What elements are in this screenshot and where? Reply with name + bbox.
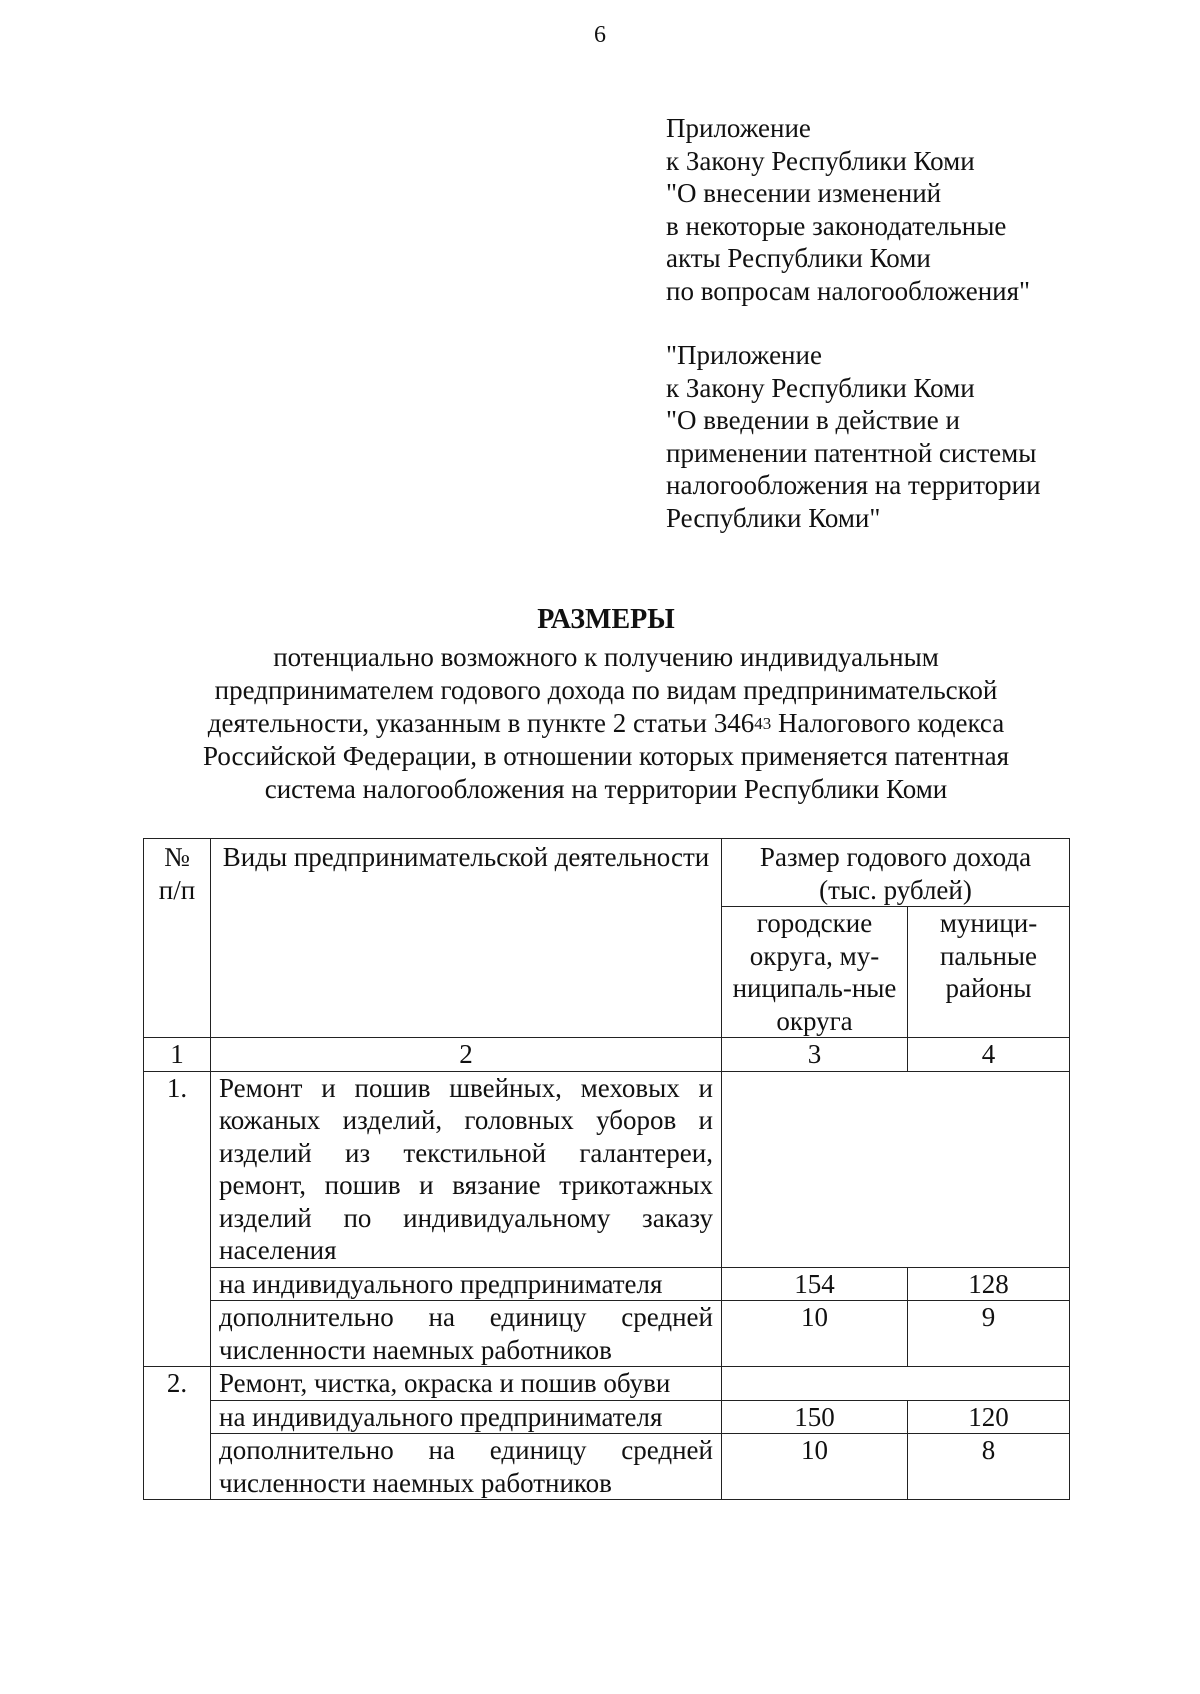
row-number: 2. — [144, 1367, 211, 1500]
table-row — [144, 1071, 1070, 1267]
value-urban: 10 — [722, 1434, 908, 1500]
table-row — [144, 1367, 1070, 1401]
article-superscript: 43 — [754, 714, 772, 733]
per-entrepreneur-label: на индивидуального предпринимателя — [211, 1400, 722, 1434]
subtitle-line: система налогообложения на территории Республики Коми — [264, 774, 948, 804]
header-activity: Виды предпринимательской деятельности — [211, 839, 722, 1038]
subtitle-line: потенциально возможного к получению индивидуальным — [273, 642, 939, 672]
header-municipal: муници-пальные районы — [908, 907, 1070, 1038]
value-municipal: 120 — [908, 1400, 1070, 1434]
appendix-line: к Закону Республики Коми — [666, 372, 975, 403]
appendix-block-1 — [666, 112, 1041, 307]
document-subtitle — [0, 641, 1200, 806]
subtitle-line: Российской Федерации, в отношении которых применяется патентная — [202, 741, 1010, 771]
column-number: 3 — [722, 1038, 908, 1072]
table-row — [144, 1434, 1070, 1500]
value-urban: 154 — [722, 1267, 908, 1301]
appendix-line: "Приложение — [666, 340, 822, 370]
table-header-row — [144, 839, 1070, 907]
appendix-line: к Закону Республики Коми — [666, 145, 975, 176]
header-num: № п/п — [144, 839, 211, 1038]
header-urban: городские округа, му-ниципаль-ные округа — [722, 907, 908, 1038]
appendix-line: "О внесении изменений — [666, 178, 942, 208]
appendix-line: по вопросам налогообложения" — [666, 275, 1031, 306]
appendix-line: в некоторые законодательные — [666, 210, 1007, 241]
appendix-line: налогообложения на территории — [666, 470, 1041, 500]
subtitle-text: Налогового кодекса — [771, 708, 1005, 738]
value-urban: 150 — [722, 1400, 908, 1434]
appendix-line: Приложение — [666, 113, 811, 143]
row-number: 1. — [144, 1071, 211, 1367]
income-table — [143, 838, 1070, 1500]
value-municipal: 128 — [908, 1267, 1070, 1301]
document-title: РАЗМЕРЫ — [537, 604, 675, 635]
appendix-line: применении патентной системы — [666, 437, 1037, 468]
per-employee-label: дополнительно на единицу средней численности наемных работников — [211, 1301, 722, 1367]
appendix-block-2 — [666, 339, 1041, 534]
activity-name: Ремонт и пошив швейных, меховых и кожаных изделий, головных уборов и изделий из текстильной галантереи, ремонт, пошив и вязание трикотажных изделий по индивидуальному заказу населения — [211, 1071, 722, 1267]
subtitle-line — [0, 707, 1200, 740]
table-row — [144, 1301, 1070, 1367]
column-number: 1 — [144, 1038, 211, 1072]
empty-cell — [722, 1071, 1070, 1267]
subtitle-line: предпринимателем годового дохода по видам предпринимательской — [214, 675, 998, 705]
page-number: 6 — [594, 22, 606, 48]
appendix-line: Республики Коми" — [666, 502, 881, 533]
column-number-row — [144, 1038, 1070, 1072]
appendix-line: "О введении в действие и — [666, 405, 960, 435]
per-employee-label: дополнительно на единицу средней численности наемных работников — [211, 1434, 722, 1500]
table-row — [144, 1400, 1070, 1434]
value-urban: 10 — [722, 1301, 908, 1367]
header-income: Размер годового дохода (тыс. рублей) — [722, 839, 1070, 907]
table-row — [144, 1267, 1070, 1301]
activity-name: Ремонт, чистка, окраска и пошив обуви — [211, 1367, 722, 1401]
empty-cell — [722, 1367, 1070, 1401]
value-municipal: 9 — [908, 1301, 1070, 1367]
appendix-header — [666, 112, 1041, 534]
column-number: 2 — [211, 1038, 722, 1072]
per-entrepreneur-label: на индивидуального предпринимателя — [211, 1267, 722, 1301]
appendix-line: акты Республики Коми — [666, 243, 931, 273]
value-municipal: 8 — [908, 1434, 1070, 1500]
column-number: 4 — [908, 1038, 1070, 1072]
subtitle-text: деятельности, указанным в пункте 2 статьи 346 — [207, 708, 755, 738]
